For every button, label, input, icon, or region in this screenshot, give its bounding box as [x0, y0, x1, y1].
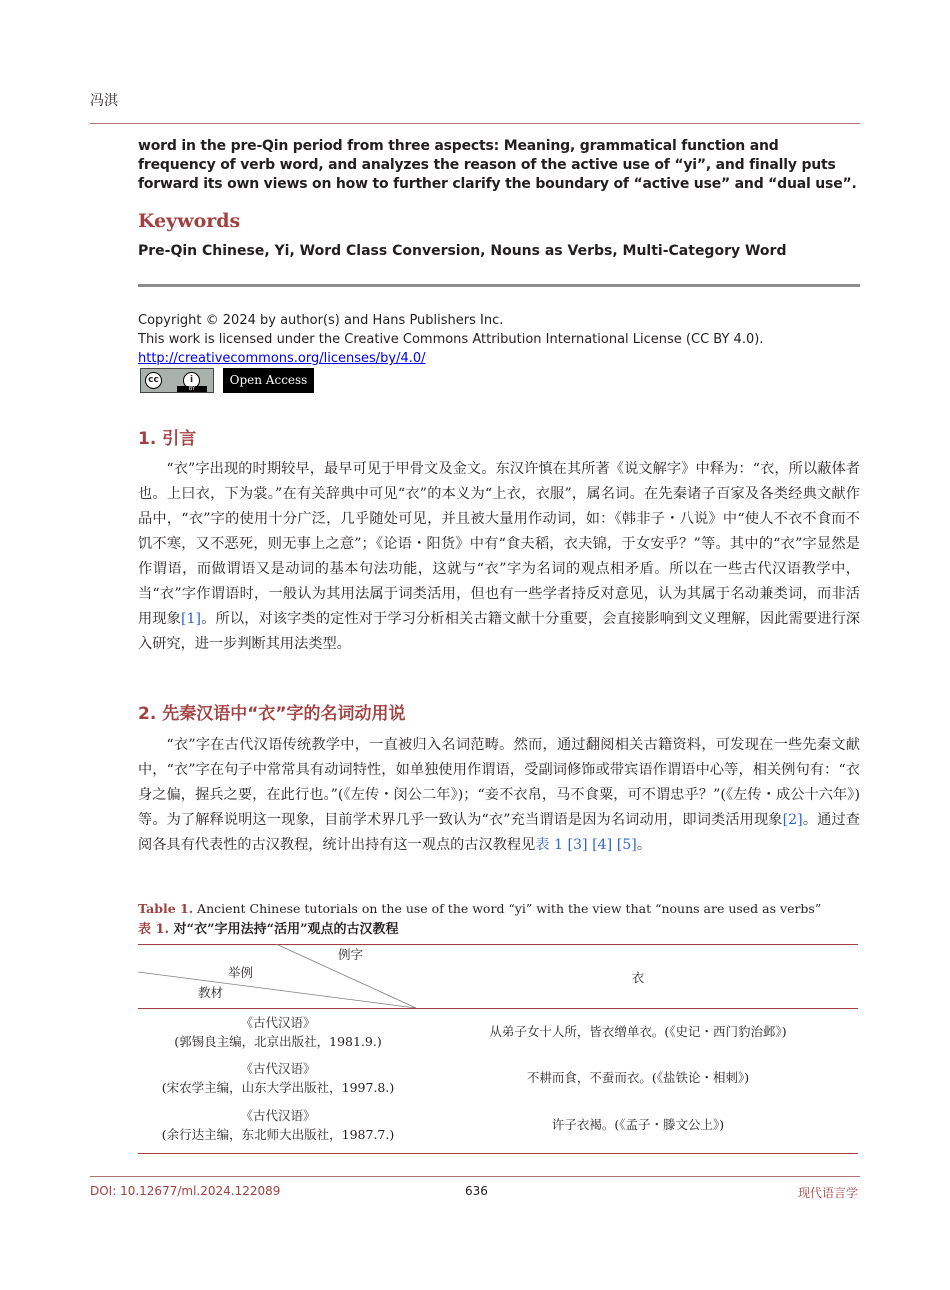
table-row [138, 1013, 858, 1059]
attribution-person-icon: i [183, 372, 200, 389]
header-example-char-label: 例字 [338, 947, 364, 962]
table-caption-english [138, 901, 821, 916]
section-1-heading: 1. 引言 [138, 429, 197, 449]
copyright-block [138, 311, 763, 368]
running-head-author: 冯淇 [90, 93, 118, 109]
abstract-continuation: word in the pre-Qin period from three aspects: Meaning, grammatical function and frequency of verb word, and analyzes the reason of the active use of “yi”, and finally puts forward its own views on how to further clarify the boundary of “active use” and “dual use”. [138, 138, 857, 192]
license-line: This work is licensed under the Creative Commons Attribution International License (CC BY 4.0). [138, 332, 764, 347]
section-2-body [138, 733, 860, 858]
section-2-heading: 2. 先秦汉语中“衣”字的名词动用说 [138, 704, 406, 724]
license-link[interactable]: http://creativecommons.org/licenses/by/4.0/ [138, 351, 426, 366]
section-1-text-a: “衣”字出现的时期较早，最早可见于甲骨文及金文。东汉许慎在其所著《说文解字》中释为：“衣，所以蔽体者也。上曰衣，下为裳。”在有关辞典中可见“衣”的本义为“上衣，衣服”，属名词。在先秦诸子百家及各类经典文献作品中，“衣”字的使用十分广泛，几乎随处可见，并且被大量用作动词，如：《韩非子・八说》中“使人不衣不食而不饥不寒，又不恶死，则无事上之意”；《论语・阳货》中有“食夫稻，衣夫锦，于女安乎？”等。其中的“衣”字显然是作谓语，而做谓语又是动词的基本句法功能，这就与“衣”字为名词的观点相矛盾。所以在一些古代汉语教学中，当“衣”字作谓语时，一般认为其用法属于词类活用，但也有一些学者持反对意见，认为其属于名动兼类词，而非活用现象 [138, 461, 860, 627]
table-1-reference-link[interactable]: 表 1 [3] [4] [5] [535, 837, 637, 853]
table-caption-chinese [138, 918, 399, 937]
row-book-title: 《古代汉语》 [240, 1108, 316, 1123]
table-bottom-rule [138, 1153, 858, 1154]
header-textbook-label: 教材 [198, 985, 224, 1000]
citation-2-link[interactable]: [2] [782, 812, 803, 828]
citation-1-link[interactable]: [1] [180, 611, 202, 627]
table-row [138, 1059, 858, 1105]
section-2-text-a: “衣”字在古代汉语传统教学中，一直被归入名词范畴。然而，通过翻阅相关古籍资料，可发现在一些先秦文献中，“衣”字在句子中常常具有动词特性，如单独使用作谓语，受副词修饰或带宾语作谓语中心等，相关例句有：“衣身之偏，握兵之要，在此行也。”(《左传・闵公二年》)；“妾不衣帛，马不食粟，可不谓忠乎？”(《左传・成公十六年》)等。为了解释说明这一现象，目前学术界几乎一致认为“衣”充当谓语是因为名词动用，即词类活用现象 [138, 737, 860, 828]
header-examples-label: 举例 [228, 965, 254, 980]
row-book-title: 《古代汉语》 [240, 1015, 316, 1030]
row-editor-info: (宋农学主编，山东大学出版社，1997.8.) [161, 1080, 395, 1095]
cc-icon: cc [145, 372, 162, 389]
section-divider [138, 284, 860, 287]
section-1-text-b: 。所以，对该字类的定性对于学习分析相关古籍文献十分重要，会直接影响到文义理解，因此需要进行深入研究，进一步判断其用法类型。 [138, 611, 860, 652]
table-caption-en-label: Table 1. [138, 901, 194, 916]
row-editor-info: (余行达主编，东北师大出版社，1987.7.) [161, 1127, 395, 1142]
table-row [138, 1106, 858, 1152]
cc-by-license-badge[interactable] [140, 368, 214, 393]
header-rule [90, 123, 860, 124]
table-header-diagonal-lines [138, 944, 418, 1008]
row-editor-info: (郭锡良主编，北京出版社，1981.9.) [174, 1034, 382, 1049]
open-access-badge: Open Access [223, 368, 314, 393]
footer-doi: DOI: 10.12677/ml.2024.122089 [90, 1184, 281, 1198]
footer-page-number: 636 [465, 1184, 488, 1198]
table-caption-zh-label: 表 1. [138, 922, 170, 937]
by-label: BY [177, 386, 207, 392]
keywords-list: Pre-Qin Chinese, Yi, Word Class Conversion, Nouns as Verbs, Multi-Category Word [138, 243, 787, 259]
section-2-text-c: 。 [636, 837, 652, 853]
row-example-sentence: 许子衣褐。(《孟子・滕文公上》) [551, 1117, 725, 1132]
table-caption-zh-text: 对“衣”字用法持“活用”观点的古汉教程 [169, 922, 399, 937]
row-example-sentence: 不耕而食，不蚕而衣。(《盐铁论・相刺》) [526, 1070, 750, 1085]
copyright-line: Copyright © 2024 by author(s) and Hans Publishers Inc. [138, 313, 504, 328]
section-1-body [138, 457, 860, 657]
footer-rule [90, 1176, 860, 1177]
row-book-title: 《古代汉语》 [240, 1061, 316, 1076]
row-example-sentence: 从弟子女十人所，皆衣缯单衣。(《史记・西门豹治邺》) [489, 1024, 787, 1039]
keywords-title: Keywords [138, 210, 241, 232]
table-caption-en-text: Ancient Chinese tutorials on the use of the word “yi” with the view that “nouns are used as verbs” [193, 901, 822, 916]
table-header-rule [138, 1008, 858, 1009]
section-2-text-b: 。通过查阅各具有代表性的古汉教程，统计出持有这一观点的古汉教程见 [138, 812, 860, 853]
footer-journal-name: 现代语言学 [797, 1186, 858, 1200]
header-yi-column: 衣 [631, 970, 645, 985]
